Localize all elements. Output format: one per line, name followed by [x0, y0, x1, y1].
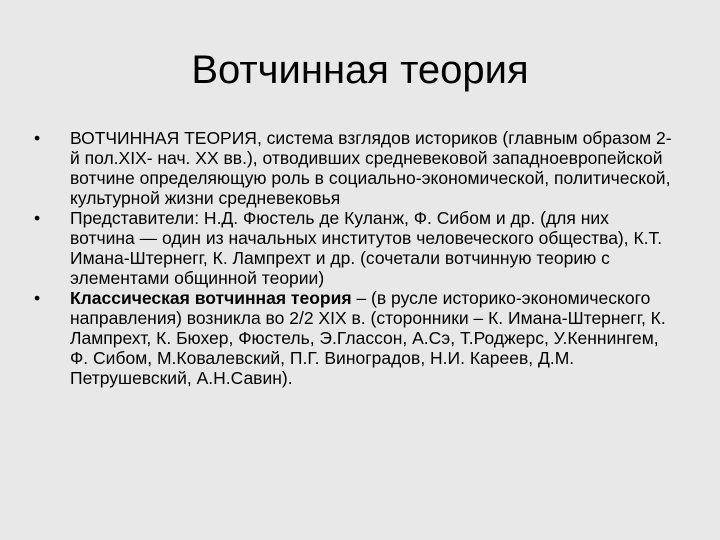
list-item-text: – (в русле историко-экономического направления) возникла во 2/2 XIX в. (сторонники – К. Имана-Штернегг, К. Лампрехт, К. Бюхер, Фюстель, Э.Глассон, А.Сэ, Т.Роджерс, У.Кеннингем, Ф. Сибом, М.Ковалевский, П.Г. Виноградов, Н.И. Кареев, Д.М. Петрушевский, А.Н.Савин). — [70, 288, 666, 388]
bullet-icon: • — [34, 208, 41, 228]
bullet-list — [34, 128, 674, 388]
bullet-icon: • — [34, 128, 41, 148]
slide-title: Вотчинная теория — [191, 48, 529, 92]
list-item-text: Представители: Н.Д. Фюстель де Куланж, Ф. Сибом и др. (для них вотчина — один из начальных институтов человеческого общества), К.Т. Имана-Штернегг, К. Лампрехт и др. (сочетали вотчинную теорию с элементами общинной теории) — [70, 208, 663, 288]
list-item-text: ВОТЧИННАЯ ТЕОРИЯ, система взглядов историков (главным образом 2-й пол.XIX- нач. XX вв.), отводивших средневековой западноевропейской вотчине определяющую роль в социально-экономической, политической, культурной жизни средневековья — [70, 128, 672, 208]
list-item — [34, 128, 674, 208]
bullet-icon: • — [34, 288, 41, 308]
list-item — [34, 288, 674, 388]
list-item-heading: Классическая вотчинная теория — [70, 288, 352, 308]
list-item — [34, 208, 674, 288]
